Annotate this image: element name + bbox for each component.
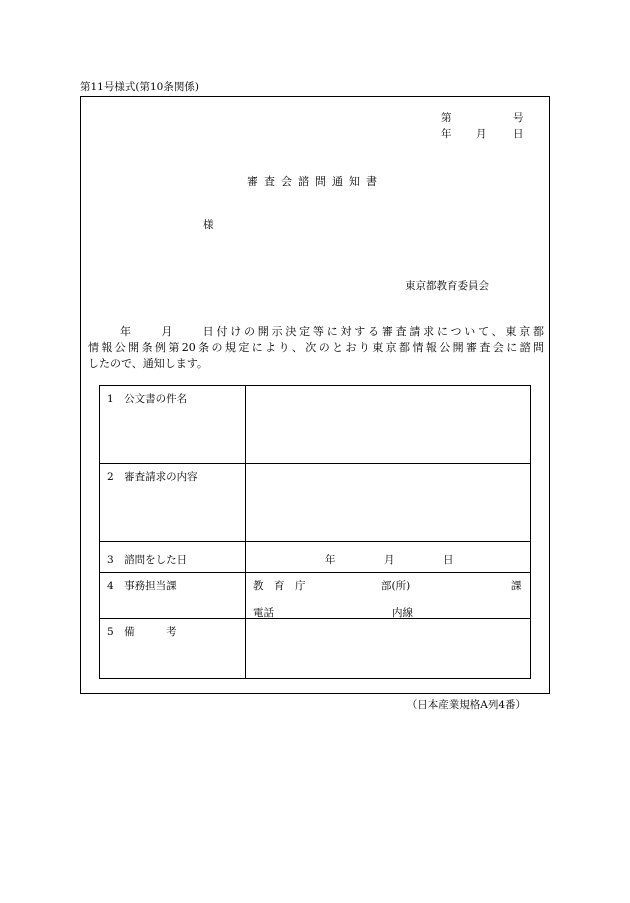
remarks-field[interactable] (246, 619, 530, 678)
date-day: 日 (513, 128, 524, 140)
table-row (100, 541, 530, 572)
phone-label: 電話 (253, 607, 274, 619)
row-label-remarks: 5 備 考 (107, 626, 177, 638)
body-paragraph (88, 324, 544, 372)
row-label-document-name: 1 公文書の件名 (107, 393, 188, 405)
body-line-3: したので、通知します。 (88, 357, 208, 370)
row-label-responsible-section: 4 事務担当課 (107, 580, 177, 592)
table-row (100, 463, 530, 541)
document-number-prefix: 第 (441, 112, 452, 124)
consultation-month: 月 (384, 554, 395, 566)
consultation-year: 年 (325, 554, 336, 566)
date-year: 年 (441, 128, 452, 140)
date-month: 月 (476, 128, 487, 140)
form-number-label: 第11号様式(第10条関係) (80, 81, 199, 93)
table-row (100, 386, 530, 463)
row-label-consultation-date: 3 諮問をした日 (107, 554, 188, 566)
paper-size-note: （日本産業規格A列4番） (406, 699, 526, 711)
document-title: 審査会諮問通知書 (247, 175, 383, 188)
body-line-2: 情報公開条例第20条の規定により、次のとおり東京都情報公開審査会に諮問 (88, 341, 544, 354)
extension-label: 内線 (392, 607, 413, 619)
agency-name: 教 育 庁 (253, 580, 306, 592)
responsible-section-field[interactable] (246, 573, 530, 618)
document-name-field[interactable] (246, 386, 530, 463)
consultation-day: 日 (443, 554, 454, 566)
section-label: 課 (511, 580, 522, 592)
request-content-field[interactable] (246, 464, 530, 541)
table-row (100, 618, 530, 678)
table-row (100, 572, 530, 618)
issuer-name: 東京都教育委員会 (405, 280, 489, 292)
document-number-suffix: 号 (513, 112, 524, 124)
items-table (99, 385, 531, 679)
consultation-date-field[interactable] (246, 542, 530, 572)
department-label: 部(所) (381, 580, 411, 592)
body-line-1: 年 月 日付けの開示決定等に対する審査請求について、東京都 (120, 325, 544, 338)
row-label-request-content: 2 審査請求の内容 (107, 471, 198, 483)
addressee-suffix: 様 (203, 219, 214, 231)
